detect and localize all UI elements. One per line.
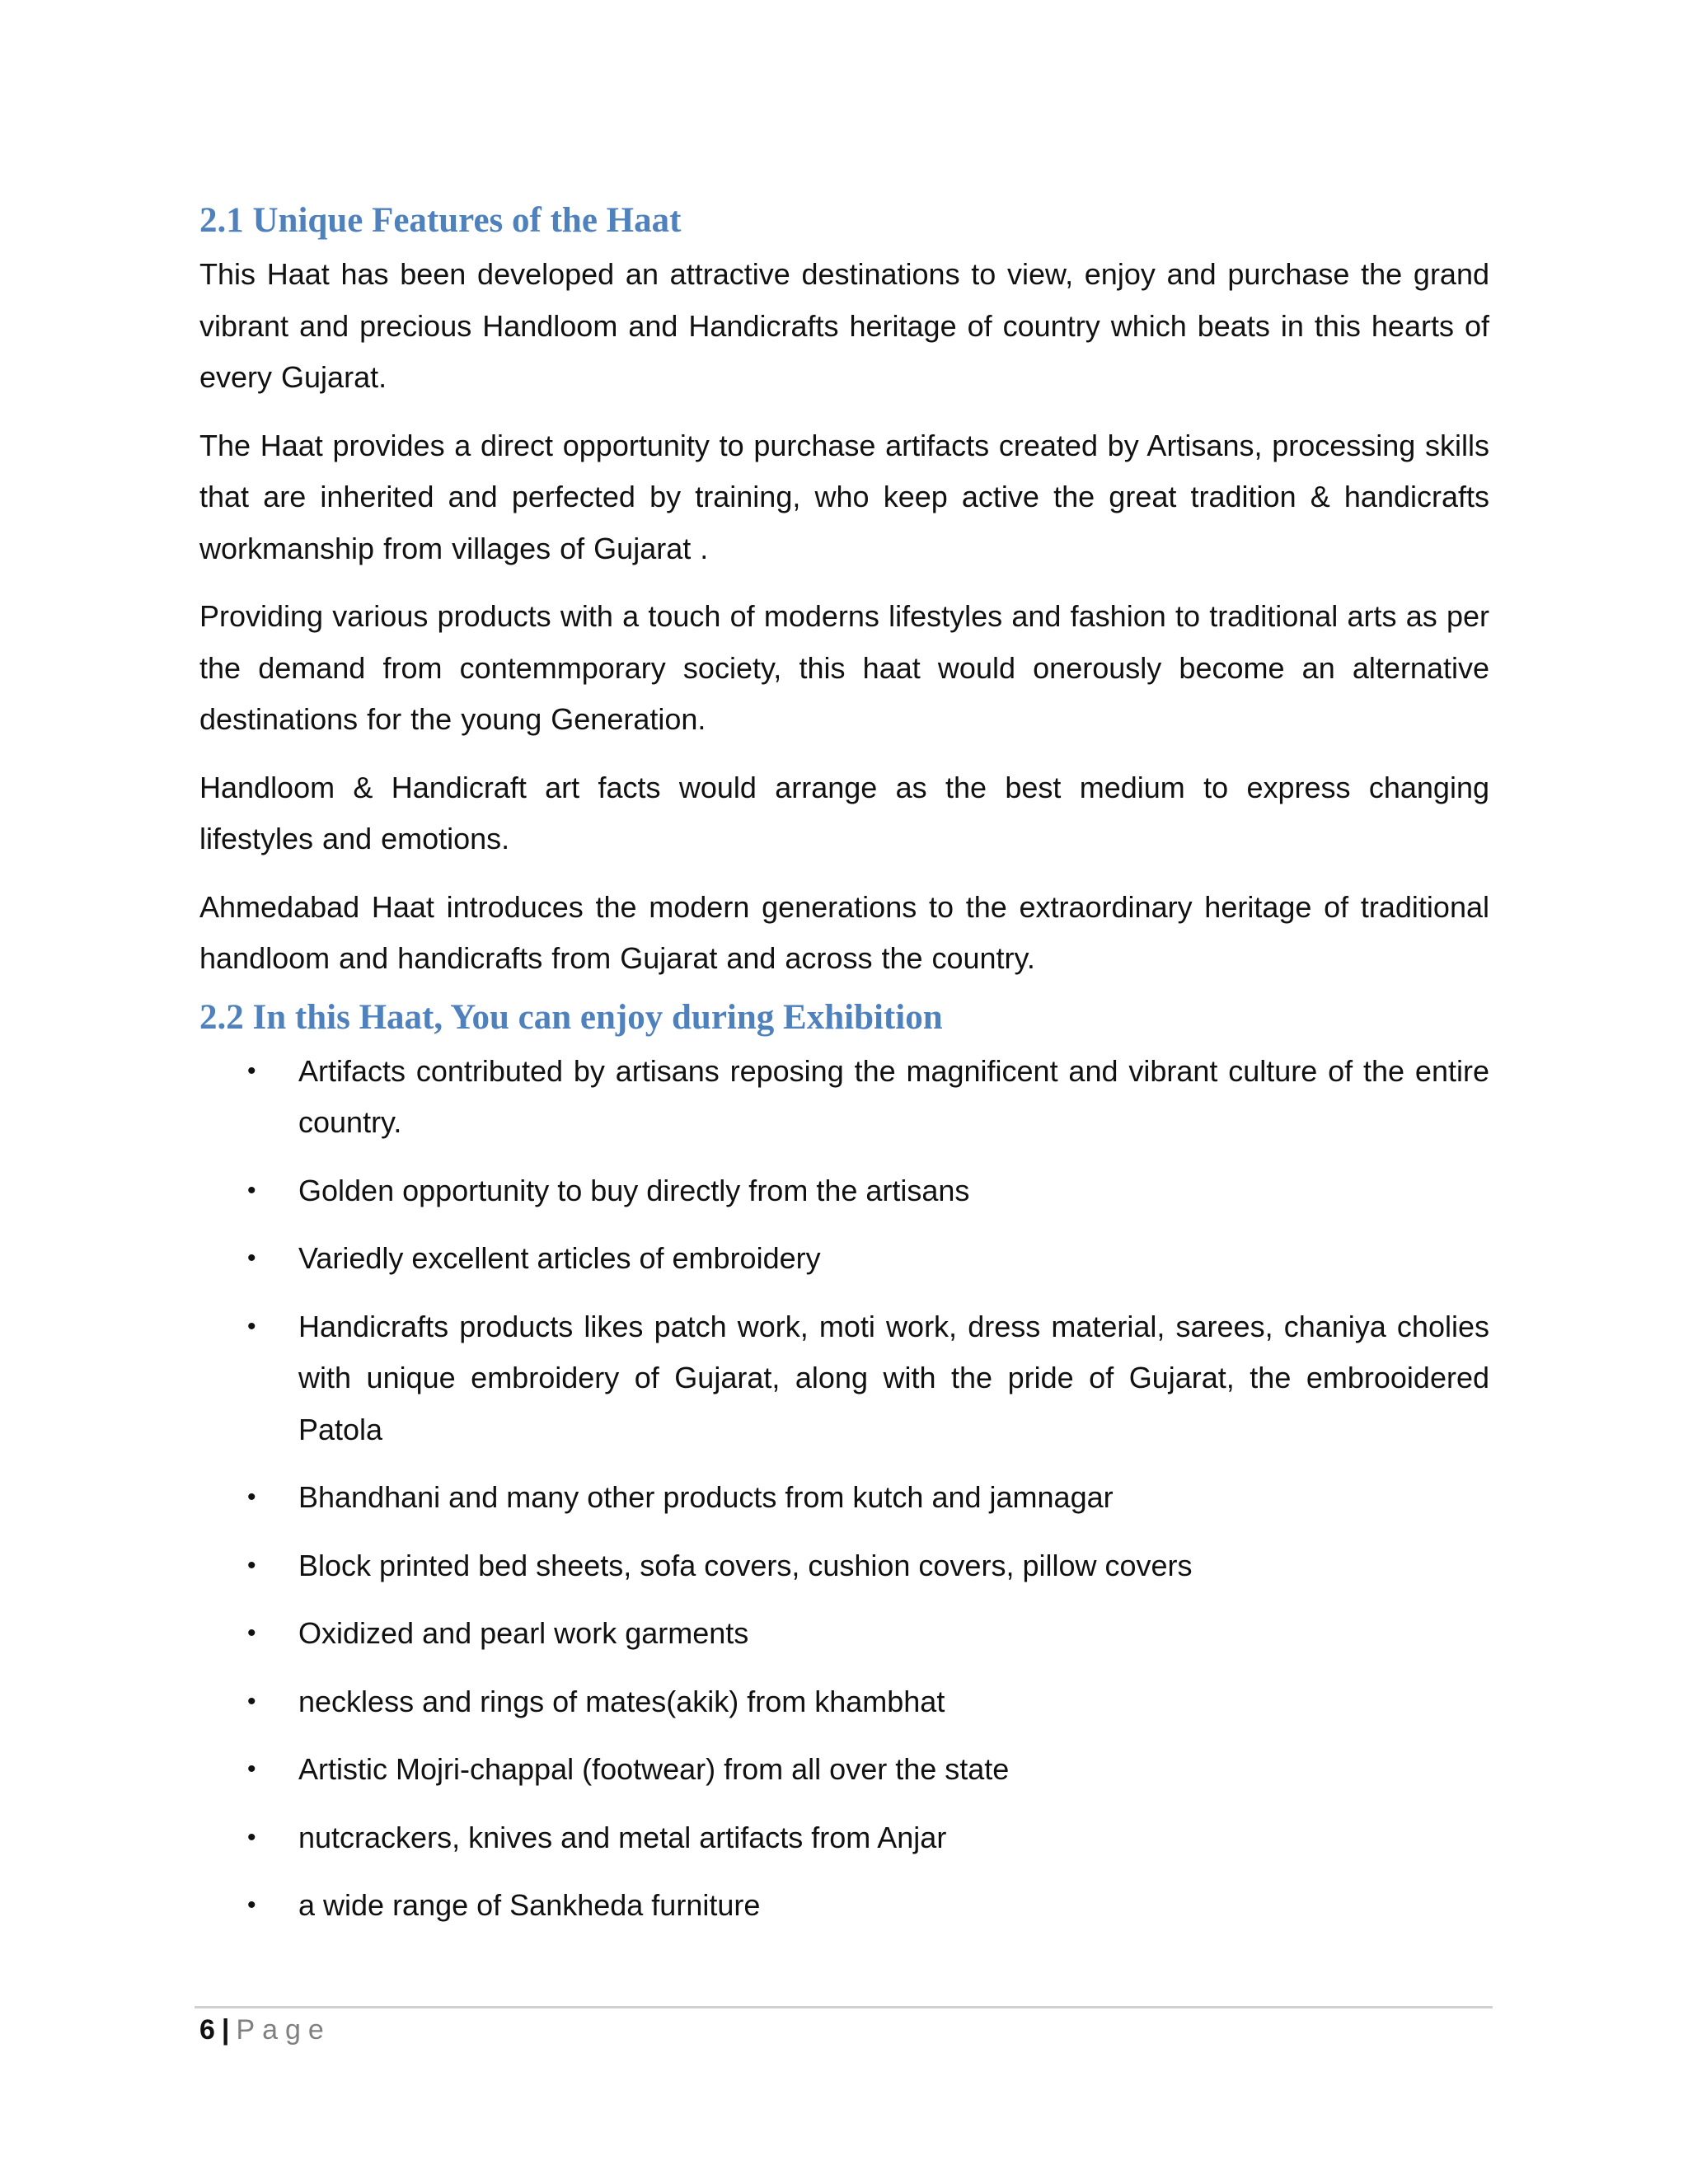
footer-separator: | <box>221 2014 230 2046</box>
bullet-icon: • <box>247 1755 256 1783</box>
list-item-text: Bhandhani and many other products from kutch and jamnagar <box>298 1480 1114 1514</box>
list-item-text: Oxidized and pearl work garments <box>298 1616 749 1650</box>
list-item <box>199 1812 1489 1864</box>
section-1-heading: 2.1 Unique Features of the Haat <box>199 201 682 240</box>
list-item <box>199 1608 1489 1660</box>
bullet-icon: • <box>247 1244 256 1272</box>
section-1-paragraph: Handloom & Handicraft art facts would arrange as the best medium to express changing lifestyles and emotions. <box>199 770 1489 855</box>
exhibition-list <box>199 1046 1489 1932</box>
list-item-text: a wide range of Sankheda furniture <box>298 1888 761 1922</box>
list-item-text: neckless and rings of mates(akik) from khambhat <box>298 1684 945 1718</box>
section-1-paragraph: This Haat has been developed an attractive destinations to view, enjoy and purchase the grand vibrant and precious Handloom and Handicrafts heritage of country which beats in this hearts of every Gujarat. <box>199 257 1489 394</box>
list-item-text: Variedly excellent articles of embroidery <box>298 1241 821 1275</box>
list-item-text: Artifacts contributed by artisans reposing the magnificent and vibrant culture of the entire country. <box>298 1053 1489 1139</box>
page-number: 6 <box>199 2014 215 2046</box>
list-item <box>199 1046 1489 1149</box>
list-item <box>199 1233 1489 1285</box>
bullet-icon: • <box>247 1057 256 1085</box>
bullet-icon: • <box>247 1823 256 1851</box>
bullet-icon: • <box>247 1176 256 1204</box>
bullet-icon: • <box>247 1891 256 1919</box>
bullet-icon: • <box>247 1687 256 1715</box>
list-item <box>199 1676 1489 1728</box>
page-label: Page <box>236 2014 331 2046</box>
list-item-text: Golden opportunity to buy directly from the artisans <box>298 1173 970 1207</box>
section-2-heading: 2.2 In this Haat, You can enjoy during Exhibition <box>199 997 943 1037</box>
list-item <box>199 1540 1489 1592</box>
bullet-icon: • <box>247 1619 256 1647</box>
footer-divider <box>195 2006 1493 2008</box>
list-item <box>199 1165 1489 1217</box>
list-item <box>199 1301 1489 1456</box>
list-item-text: Handicrafts products likes patch work, moti work, dress material, sarees, chaniya cholies with unique embroidery of Gujarat, along with the pride of Gujarat, the embrooidered Patola <box>298 1309 1489 1446</box>
list-item <box>199 1472 1489 1524</box>
section-1-paragraph: Ahmedabad Haat introduces the modern generations to the extraordinary heritage of traditional handloom and handicrafts from Gujarat and across the country. <box>199 889 1489 975</box>
bullet-icon: • <box>247 1483 256 1511</box>
list-item-text: Artistic Mojri-chappal (footwear) from all over the state <box>298 1752 1010 1786</box>
section-1-paragraph: The Haat provides a direct opportunity to purchase artifacts created by Artisans, processing skills that are inherited and perfected by training, who keep active the great tradition & handicrafts workmanship from villages of Gujarat . <box>199 428 1489 565</box>
page-footer <box>199 2009 331 2050</box>
list-item <box>199 1880 1489 1932</box>
bullet-icon: • <box>247 1551 256 1579</box>
list-item <box>199 1744 1489 1796</box>
section-1-paragraph: Providing various products with a touch of moderns lifestyles and fashion to traditional arts as per the demand from contemmporary society, this haat would onerously become an alternative destinations for the young Generation. <box>199 599 1489 736</box>
list-item-text: Block printed bed sheets, sofa covers, cushion covers, pillow covers <box>298 1548 1193 1582</box>
list-item-text: nutcrackers, knives and metal artifacts from Anjar <box>298 1820 947 1854</box>
bullet-icon: • <box>247 1312 256 1340</box>
document-page <box>199 198 1489 1948</box>
